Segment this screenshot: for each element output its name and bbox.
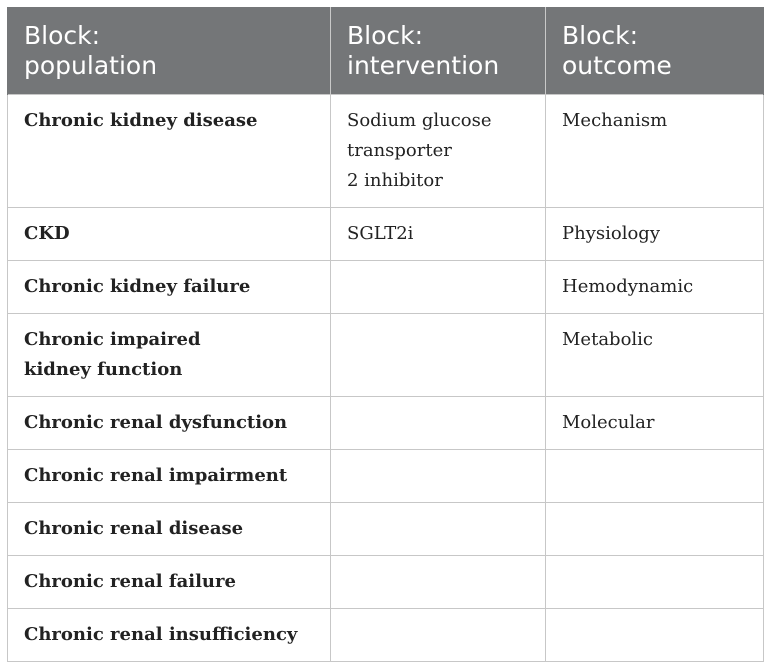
table-row xyxy=(8,503,764,556)
table-row xyxy=(8,450,764,503)
table-row xyxy=(8,314,764,397)
cell-intervention-text: SGLT2i xyxy=(347,223,414,244)
header-outcome-line-1: Block: xyxy=(562,21,639,50)
cell-intervention xyxy=(331,609,546,662)
cell-population xyxy=(8,397,331,450)
header-intervention-line-1: Block: xyxy=(347,21,424,50)
cell-population-text: Chronic renal impairment xyxy=(24,465,288,486)
cell-intervention xyxy=(331,503,546,556)
cell-population xyxy=(8,208,331,261)
cell-outcome-text: Mechanism xyxy=(562,110,668,131)
cell-outcome-text: Physiology xyxy=(562,223,660,244)
cell-outcome xyxy=(546,450,764,503)
cell-outcome xyxy=(546,208,764,261)
header-outcome xyxy=(546,7,764,95)
cell-outcome xyxy=(546,95,764,208)
table-row xyxy=(8,95,764,208)
cell-intervention xyxy=(331,208,546,261)
cell-intervention-text: 2 inhibitor xyxy=(347,170,443,191)
cell-outcome xyxy=(546,556,764,609)
cell-intervention-text: transporter xyxy=(347,140,452,161)
header-population xyxy=(8,7,331,95)
table-row xyxy=(8,556,764,609)
header-row xyxy=(8,7,764,95)
header-population-line-1: Block: xyxy=(24,21,101,50)
cell-outcome-text: Hemodynamic xyxy=(562,276,694,297)
cell-outcome xyxy=(546,261,764,314)
cell-intervention xyxy=(331,556,546,609)
cell-population-text: kidney function xyxy=(24,359,183,380)
table-header xyxy=(8,7,764,95)
cell-intervention xyxy=(331,397,546,450)
cell-outcome xyxy=(546,503,764,556)
cell-outcome-text: Metabolic xyxy=(562,329,654,350)
header-intervention xyxy=(331,7,546,95)
header-population-line-2: population xyxy=(24,51,158,80)
cell-population xyxy=(8,314,331,397)
cell-population-text: CKD xyxy=(24,223,70,244)
table-row xyxy=(8,261,764,314)
cell-population xyxy=(8,503,331,556)
cell-intervention-text: Sodium glucose xyxy=(347,110,492,131)
cell-outcome-text: Molecular xyxy=(562,412,655,433)
table-row xyxy=(8,397,764,450)
cell-population-text: Chronic renal failure xyxy=(24,571,236,592)
header-intervention-line-2: intervention xyxy=(347,51,500,80)
cell-population xyxy=(8,609,331,662)
search-blocks-table xyxy=(7,7,764,662)
cell-population-text: Chronic kidney failure xyxy=(24,276,251,297)
cell-population-text: Chronic impaired xyxy=(24,329,201,350)
cell-population-text: Chronic renal insufficiency xyxy=(24,624,298,645)
cell-population xyxy=(8,261,331,314)
cell-intervention xyxy=(331,450,546,503)
cell-intervention xyxy=(331,95,546,208)
cell-outcome xyxy=(546,609,764,662)
search-blocks-table-container xyxy=(7,7,763,662)
cell-population xyxy=(8,95,331,208)
cell-population xyxy=(8,450,331,503)
cell-intervention xyxy=(331,261,546,314)
cell-intervention xyxy=(331,314,546,397)
table-row xyxy=(8,609,764,662)
cell-population-text: Chronic renal dysfunction xyxy=(24,412,288,433)
cell-population-text: Chronic kidney disease xyxy=(24,110,258,131)
cell-population xyxy=(8,556,331,609)
header-outcome-line-2: outcome xyxy=(562,51,672,80)
cell-outcome xyxy=(546,397,764,450)
cell-population-text: Chronic renal disease xyxy=(24,518,244,539)
table-body xyxy=(8,95,764,662)
cell-outcome xyxy=(546,314,764,397)
table-row xyxy=(8,208,764,261)
